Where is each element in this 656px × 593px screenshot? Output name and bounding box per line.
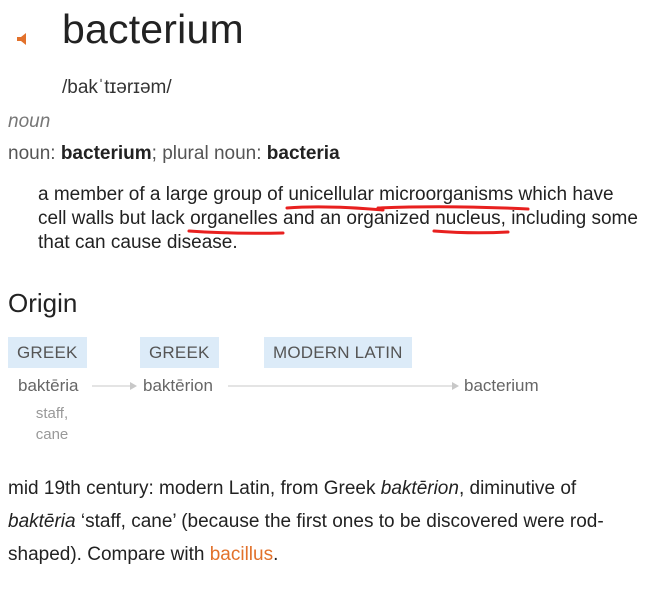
etymology-text: [8, 472, 648, 571]
plural-form: bacteria: [266, 143, 340, 164]
link-text: nucleus: [435, 208, 501, 229]
definition-link-nucleus[interactable]: [435, 207, 501, 231]
definition-link-unicellular[interactable]: [288, 183, 374, 207]
chain-word-bacterium: bacterium: [464, 376, 539, 395]
definition-text: a member of a large group of: [38, 184, 284, 205]
etymology-italic: baktēria: [8, 511, 76, 532]
definition: [38, 183, 638, 255]
forms-separator: ;: [151, 143, 157, 164]
origin-heading: Origin: [8, 288, 78, 318]
chain-word-bakterion: baktērion: [143, 376, 213, 395]
definition-text: , including some that can cause disease.: [38, 208, 638, 253]
chain-word-baktheria: baktēria: [18, 376, 79, 395]
etymology-segment: ‘staff, cane’ (because the first ones to be discovered were rod-shaped). Compare with: [8, 511, 604, 565]
chain-arrow-1: [92, 380, 138, 392]
noun-label: noun:: [8, 143, 56, 164]
chain-arrow-2: [228, 380, 460, 392]
definition-link-organelles[interactable]: [190, 207, 278, 231]
gloss-line: staff,: [35, 405, 69, 422]
definition-link-microorganisms[interactable]: [379, 183, 513, 207]
etymology-segment: .: [273, 544, 279, 565]
etymology-segment: mid 19th century: modern Latin, from Greek: [8, 478, 381, 499]
link-text: organelles: [190, 208, 278, 229]
red-underline: [285, 204, 385, 212]
definition-text: and an organized: [283, 208, 430, 229]
link-text: unicellular: [288, 184, 374, 205]
headword: bacterium: [62, 6, 244, 52]
plural-label: plural noun:: [162, 143, 262, 164]
bacillus-link[interactable]: bacillus: [209, 544, 274, 565]
lang-chip-modern-latin: MODERN LATIN: [264, 337, 412, 368]
chain-gloss: [30, 403, 74, 445]
lang-chip-greek-1: GREEK: [8, 337, 87, 368]
word-forms: [8, 143, 340, 165]
red-underline: [432, 228, 510, 236]
link-text: microorganisms: [379, 184, 514, 205]
etymology-italic: baktērion: [380, 478, 459, 499]
speaker-icon[interactable]: [14, 30, 32, 48]
pronunciation: /bakˈtɪərɪəm/: [62, 77, 172, 98]
noun-form: bacterium: [60, 143, 152, 164]
definition-text: which have cell walls but lack: [38, 184, 614, 229]
red-underline: [187, 228, 285, 236]
etymology-segment: , diminutive of: [458, 478, 577, 499]
gloss-line: cane: [35, 426, 69, 443]
lang-chip-greek-2: GREEK: [140, 337, 219, 368]
part-of-speech: noun: [8, 111, 51, 132]
